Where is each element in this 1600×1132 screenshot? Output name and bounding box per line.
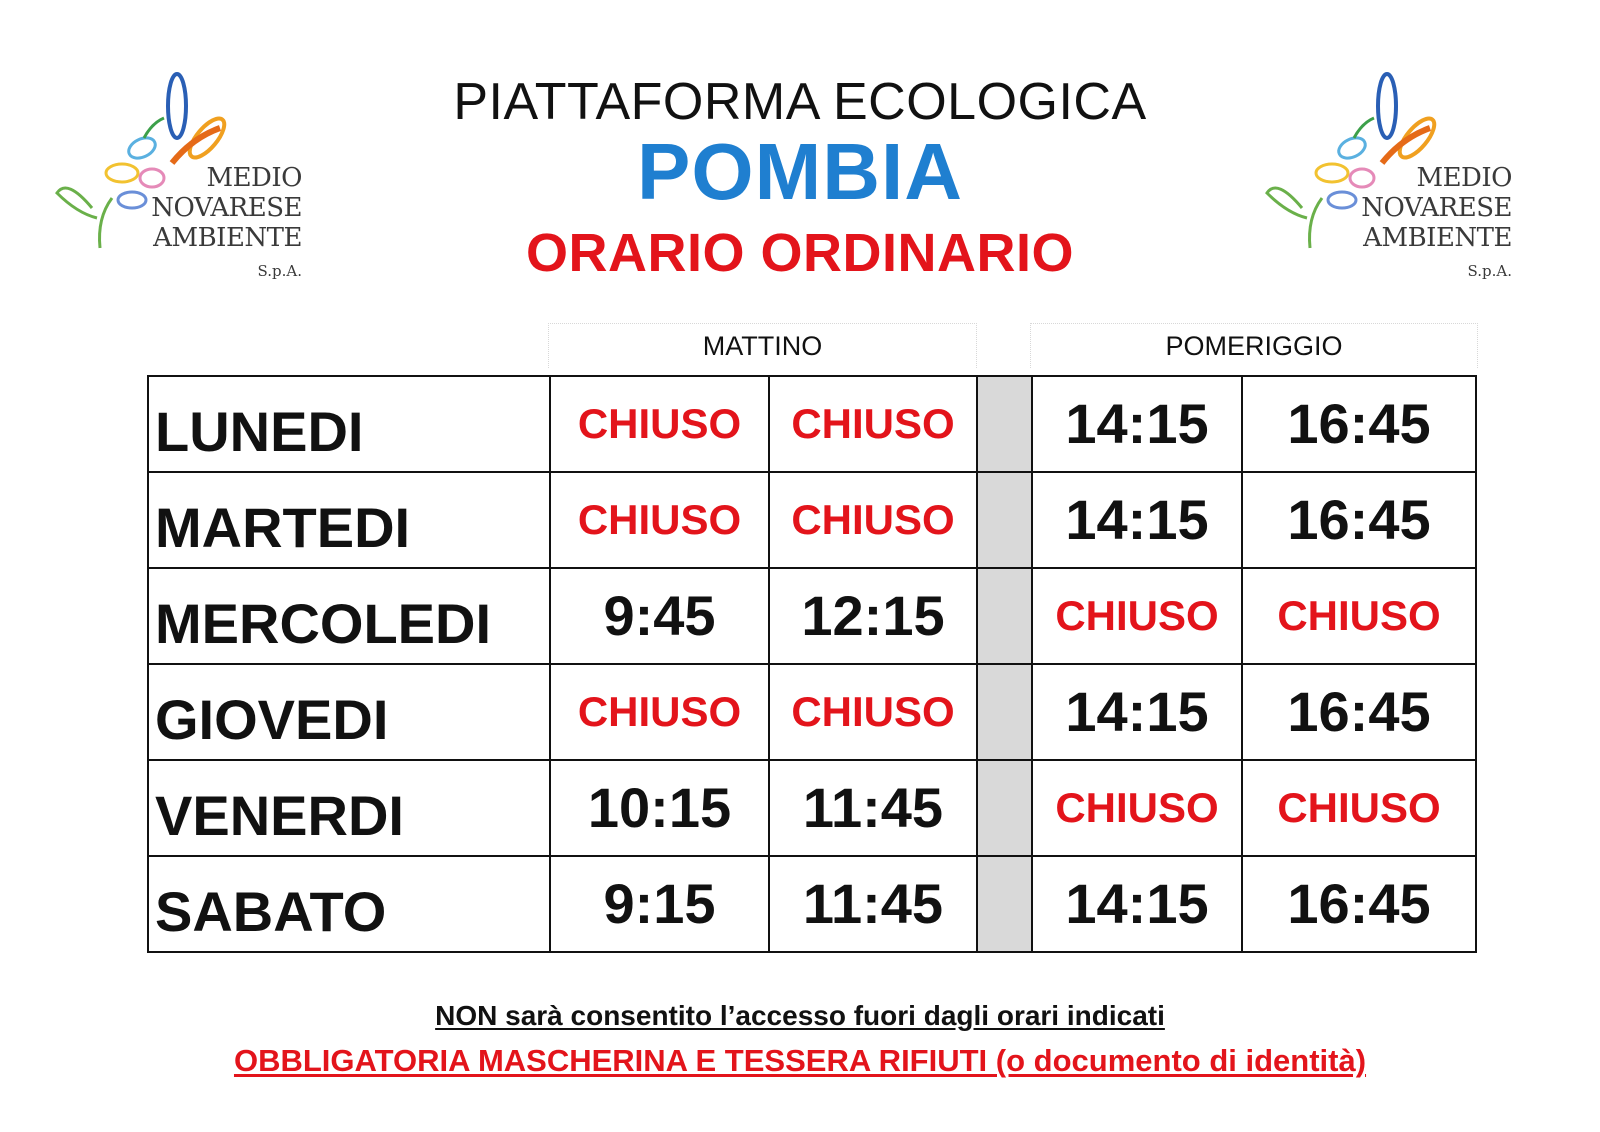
logo-suffix: S.p.A.: [257, 262, 302, 280]
afternoon-open-time: 14:15: [1065, 680, 1209, 743]
afternoon-close-time: CHIUSO: [1277, 784, 1441, 831]
schedule-row: [148, 856, 1476, 952]
afternoon-close-time: 16:45: [1287, 488, 1431, 551]
afternoon-close-time: 16:45: [1287, 872, 1431, 935]
afternoon-open-time: 14:15: [1065, 488, 1209, 551]
afternoon-open-time: 14:15: [1065, 872, 1209, 935]
day-name: MERCOLEDI: [148, 568, 550, 664]
afternoon-close-time: 16:45: [1287, 680, 1431, 743]
logo-line-3: AMBIENTE: [153, 223, 302, 253]
lunch-break-separator: [977, 568, 1032, 664]
day-name: MARTEDI: [148, 472, 550, 568]
morning-open-time-cell: [550, 472, 769, 568]
morning-close-time: 11:45: [802, 776, 944, 839]
logo-line-1: MEDIO: [206, 163, 302, 193]
day-name: SABATO: [148, 856, 550, 952]
morning-close-time-cell: [769, 664, 977, 760]
logo-line-2: NOVARESE: [1361, 193, 1512, 223]
mandatory-notice: [0, 1043, 1600, 1079]
opening-hours-table: [147, 375, 1477, 953]
schedule-row: [148, 664, 1476, 760]
afternoon-close-time-cell: [1242, 472, 1476, 568]
logo-line-2: NOVARESE: [151, 193, 302, 223]
logo-line-1: MEDIO: [1416, 163, 1512, 193]
lunch-break-separator: [977, 760, 1032, 856]
page-title: PIATTAFORMA ECOLOGICA: [453, 73, 1147, 131]
access-notice-text: NON sarà consentito l’accesso fuori dagli orari indicati: [435, 1000, 1165, 1031]
morning-open-time-cell: [550, 760, 769, 856]
schedule-row: [148, 568, 1476, 664]
morning-close-time-cell: [769, 376, 977, 472]
lunch-break-separator: [977, 664, 1032, 760]
morning-close-time: 11:45: [802, 872, 944, 935]
morning-close-time-cell: [769, 760, 977, 856]
afternoon-column-header: POMERIGGIO: [1030, 323, 1478, 368]
day-name: VENERDI: [148, 760, 550, 856]
morning-close-time: CHIUSO: [791, 688, 955, 735]
afternoon-open-time-cell: [1032, 376, 1242, 472]
morning-open-time-cell: [550, 664, 769, 760]
logo-line-3: AMBIENTE: [1363, 223, 1512, 253]
morning-close-time-cell: [769, 472, 977, 568]
schedule-row: [148, 472, 1476, 568]
afternoon-open-time: CHIUSO: [1055, 784, 1219, 831]
schedule-row: [148, 760, 1476, 856]
schedule-row: [148, 376, 1476, 472]
morning-open-time: 9:45: [603, 584, 716, 647]
access-notice: [0, 1000, 1600, 1032]
day-name: LUNEDI: [148, 376, 550, 472]
afternoon-open-time: 14:15: [1065, 392, 1209, 455]
morning-close-time: 12:15: [801, 584, 945, 647]
schedule-subtitle: ORARIO ORDINARIO: [526, 223, 1074, 283]
afternoon-close-time-cell: [1242, 856, 1476, 952]
morning-column-header: MATTINO: [548, 323, 977, 368]
afternoon-close-time-cell: [1242, 568, 1476, 664]
morning-open-time: CHIUSO: [577, 688, 742, 735]
afternoon-open-time-cell: [1032, 760, 1242, 856]
morning-open-time-cell: [550, 376, 769, 472]
afternoon-open-time-cell: [1032, 472, 1242, 568]
morning-close-time: CHIUSO: [791, 400, 955, 447]
lunch-break-separator: [977, 472, 1032, 568]
afternoon-open-time-cell: [1032, 664, 1242, 760]
opening-hours-body: [148, 376, 1476, 952]
morning-open-time-cell: [550, 856, 769, 952]
afternoon-close-time-cell: [1242, 664, 1476, 760]
morning-open-time-cell: [550, 568, 769, 664]
morning-close-time-cell: [769, 568, 977, 664]
afternoon-close-time-cell: [1242, 376, 1476, 472]
afternoon-close-time: CHIUSO: [1277, 592, 1441, 639]
afternoon-close-time: 16:45: [1287, 392, 1431, 455]
afternoon-close-time-cell: [1242, 760, 1476, 856]
afternoon-open-time-cell: [1032, 856, 1242, 952]
morning-close-time-cell: [769, 856, 977, 952]
morning-close-time: CHIUSO: [791, 496, 955, 543]
afternoon-open-time: CHIUSO: [1055, 592, 1219, 639]
afternoon-open-time-cell: [1032, 568, 1242, 664]
morning-open-time: CHIUSO: [577, 496, 742, 543]
lunch-break-separator: [977, 376, 1032, 472]
morning-open-time: CHIUSO: [577, 400, 742, 447]
town-title: POMBIA: [637, 127, 963, 216]
lunch-break-separator: [977, 856, 1032, 952]
morning-open-time: 9:15: [603, 872, 716, 935]
morning-open-time: 10:15: [587, 776, 732, 839]
logo-suffix: S.p.A.: [1467, 262, 1512, 280]
mandatory-notice-text: OBBLIGATORIA MASCHERINA E TESSERA RIFIUTI (o documento di identità): [233, 1043, 1367, 1078]
day-name: GIOVEDI: [148, 664, 550, 760]
